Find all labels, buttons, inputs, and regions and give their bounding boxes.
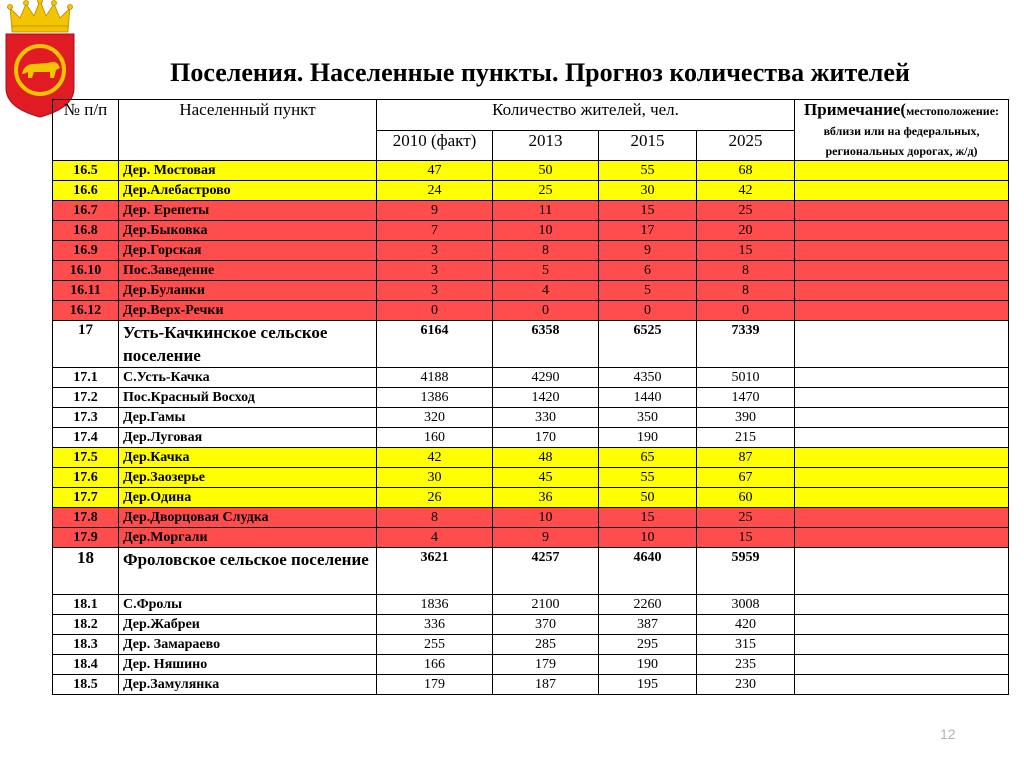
population-value: 25 xyxy=(493,181,599,201)
population-value: 387 xyxy=(599,615,697,635)
settlement-name: Фроловское сельское поселение xyxy=(119,548,377,595)
population-value: 30 xyxy=(377,468,493,488)
header-year: 2010 (факт) xyxy=(377,130,493,161)
row-number: 17.1 xyxy=(53,368,119,388)
population-value: 15 xyxy=(599,508,697,528)
table-row xyxy=(53,261,1009,281)
population-value: 65 xyxy=(599,448,697,468)
population-value: 230 xyxy=(697,675,795,695)
population-value: 87 xyxy=(697,448,795,468)
population-value: 10 xyxy=(599,528,697,548)
population-value: 48 xyxy=(493,448,599,468)
row-number: 17.5 xyxy=(53,448,119,468)
table-row xyxy=(53,181,1009,201)
population-value: 166 xyxy=(377,655,493,675)
note-cell xyxy=(795,161,1009,181)
population-value: 315 xyxy=(697,635,795,655)
table-row xyxy=(53,488,1009,508)
population-value: 55 xyxy=(599,161,697,181)
header-note-main: Примечание( xyxy=(804,100,907,119)
note-cell xyxy=(795,468,1009,488)
population-value: 50 xyxy=(599,488,697,508)
table-row xyxy=(53,548,1009,595)
settlement-name: С.Усть-Качка xyxy=(119,368,377,388)
population-value: 15 xyxy=(599,201,697,221)
table-row xyxy=(53,281,1009,301)
settlement-name: Дер.Заозерье xyxy=(119,468,377,488)
population-value: 336 xyxy=(377,615,493,635)
row-number: 16.5 xyxy=(53,161,119,181)
population-value: 0 xyxy=(697,301,795,321)
row-number: 17.6 xyxy=(53,468,119,488)
population-value: 195 xyxy=(599,675,697,695)
table-row xyxy=(53,241,1009,261)
population-value: 3 xyxy=(377,241,493,261)
note-cell xyxy=(795,655,1009,675)
population-value: 350 xyxy=(599,408,697,428)
table-row xyxy=(53,448,1009,468)
population-value: 9 xyxy=(493,528,599,548)
population-value: 1440 xyxy=(599,388,697,408)
row-number: 18.1 xyxy=(53,595,119,615)
population-value: 25 xyxy=(697,508,795,528)
note-cell xyxy=(795,301,1009,321)
table-row xyxy=(53,615,1009,635)
population-value: 5959 xyxy=(697,548,795,595)
population-value: 8 xyxy=(493,241,599,261)
table-row xyxy=(53,221,1009,241)
population-value: 390 xyxy=(697,408,795,428)
population-value: 10 xyxy=(493,508,599,528)
note-cell xyxy=(795,428,1009,448)
population-value: 295 xyxy=(599,635,697,655)
population-value: 2100 xyxy=(493,595,599,615)
population-value: 68 xyxy=(697,161,795,181)
population-value: 36 xyxy=(493,488,599,508)
table-row xyxy=(53,201,1009,221)
note-cell xyxy=(795,528,1009,548)
note-cell xyxy=(795,221,1009,241)
population-value: 45 xyxy=(493,468,599,488)
population-value: 1470 xyxy=(697,388,795,408)
settlement-name: Дер.Гамы xyxy=(119,408,377,428)
table-row xyxy=(53,595,1009,615)
population-value: 6 xyxy=(599,261,697,281)
population-value: 67 xyxy=(697,468,795,488)
header-note xyxy=(795,100,1009,161)
table-row xyxy=(53,675,1009,695)
note-cell xyxy=(795,241,1009,261)
population-value: 2260 xyxy=(599,595,697,615)
row-number: 17 xyxy=(53,321,119,368)
population-value: 0 xyxy=(493,301,599,321)
population-value: 4 xyxy=(377,528,493,548)
table-row xyxy=(53,408,1009,428)
row-number: 18.5 xyxy=(53,675,119,695)
header-year: 2015 xyxy=(599,130,697,161)
table-row xyxy=(53,161,1009,181)
settlement-name: Дер.Алебастрово xyxy=(119,181,377,201)
settlement-name: Дер.Буланки xyxy=(119,281,377,301)
settlement-name: Дер.Дворцовая Слудка xyxy=(119,508,377,528)
population-value: 1386 xyxy=(377,388,493,408)
population-value: 60 xyxy=(697,488,795,508)
page-number: 12 xyxy=(940,726,956,742)
header-num: № п/п xyxy=(53,100,119,161)
settlement-name: Дер.Верх-Речки xyxy=(119,301,377,321)
row-number: 16.11 xyxy=(53,281,119,301)
row-number: 17.4 xyxy=(53,428,119,448)
population-value: 8 xyxy=(377,508,493,528)
row-number: 18.2 xyxy=(53,615,119,635)
population-value: 4640 xyxy=(599,548,697,595)
population-value: 5010 xyxy=(697,368,795,388)
population-value: 3621 xyxy=(377,548,493,595)
table-row xyxy=(53,301,1009,321)
table-row xyxy=(53,508,1009,528)
note-cell xyxy=(795,675,1009,695)
population-value: 9 xyxy=(377,201,493,221)
population-value: 15 xyxy=(697,528,795,548)
header-settlement: Населенный пункт xyxy=(119,100,377,161)
population-value: 179 xyxy=(493,655,599,675)
table-row xyxy=(53,655,1009,675)
settlement-name: Дер.Качка xyxy=(119,448,377,468)
note-cell xyxy=(795,548,1009,595)
note-cell xyxy=(795,488,1009,508)
settlement-name: Дер. Мостовая xyxy=(119,161,377,181)
settlement-name: С.Фролы xyxy=(119,595,377,615)
row-number: 17.9 xyxy=(53,528,119,548)
note-cell xyxy=(795,508,1009,528)
row-number: 16.10 xyxy=(53,261,119,281)
population-value: 1420 xyxy=(493,388,599,408)
population-value: 47 xyxy=(377,161,493,181)
table-row xyxy=(53,468,1009,488)
population-value: 20 xyxy=(697,221,795,241)
population-value: 8 xyxy=(697,281,795,301)
table-row xyxy=(53,528,1009,548)
row-number: 17.7 xyxy=(53,488,119,508)
population-value: 9 xyxy=(599,241,697,261)
population-value: 6525 xyxy=(599,321,697,368)
table-row xyxy=(53,635,1009,655)
settlement-name: Пос.Заведение xyxy=(119,261,377,281)
population-value: 1836 xyxy=(377,595,493,615)
population-value: 7339 xyxy=(697,321,795,368)
population-value: 42 xyxy=(377,448,493,468)
population-value: 170 xyxy=(493,428,599,448)
note-cell xyxy=(795,408,1009,428)
population-value: 10 xyxy=(493,221,599,241)
row-number: 16.8 xyxy=(53,221,119,241)
population-value: 30 xyxy=(599,181,697,201)
header-note-sub: местоположение: вблизи или на федеральных, региональных дорогах, ж/д) xyxy=(823,104,1000,158)
note-cell xyxy=(795,261,1009,281)
population-value: 17 xyxy=(599,221,697,241)
population-value: 4257 xyxy=(493,548,599,595)
row-number: 16.12 xyxy=(53,301,119,321)
population-value: 4290 xyxy=(493,368,599,388)
table-row xyxy=(53,428,1009,448)
population-value: 11 xyxy=(493,201,599,221)
population-value: 235 xyxy=(697,655,795,675)
population-value: 50 xyxy=(493,161,599,181)
population-value: 26 xyxy=(377,488,493,508)
population-value: 15 xyxy=(697,241,795,261)
row-number: 17.8 xyxy=(53,508,119,528)
settlement-name: Дер.Одина xyxy=(119,488,377,508)
population-value: 5 xyxy=(599,281,697,301)
population-value: 6358 xyxy=(493,321,599,368)
note-cell xyxy=(795,635,1009,655)
slide-title: Поселения. Населенные пункты. Прогноз количества жителей xyxy=(170,58,910,87)
population-value: 24 xyxy=(377,181,493,201)
population-value: 285 xyxy=(493,635,599,655)
population-value: 370 xyxy=(493,615,599,635)
population-value: 5 xyxy=(493,261,599,281)
row-number: 18 xyxy=(53,548,119,595)
note-cell xyxy=(795,201,1009,221)
population-value: 4188 xyxy=(377,368,493,388)
population-value: 3008 xyxy=(697,595,795,615)
population-value: 187 xyxy=(493,675,599,695)
table-row xyxy=(53,321,1009,368)
population-value: 190 xyxy=(599,655,697,675)
note-cell xyxy=(795,615,1009,635)
settlement-name: Дер.Жабреи xyxy=(119,615,377,635)
population-value: 255 xyxy=(377,635,493,655)
population-value: 55 xyxy=(599,468,697,488)
settlement-name: Пос.Красный Восход xyxy=(119,388,377,408)
row-number: 17.3 xyxy=(53,408,119,428)
population-value: 0 xyxy=(599,301,697,321)
settlement-name: Дер.Быковка xyxy=(119,221,377,241)
settlement-name: Дер.Горская xyxy=(119,241,377,261)
population-value: 4350 xyxy=(599,368,697,388)
population-value: 215 xyxy=(697,428,795,448)
population-value: 8 xyxy=(697,261,795,281)
population-value: 3 xyxy=(377,261,493,281)
population-value: 4 xyxy=(493,281,599,301)
settlement-name: Усть-Качкинское сельское поселение xyxy=(119,321,377,368)
population-value: 3 xyxy=(377,281,493,301)
note-cell xyxy=(795,595,1009,615)
population-value: 190 xyxy=(599,428,697,448)
population-value: 320 xyxy=(377,408,493,428)
note-cell xyxy=(795,388,1009,408)
settlement-name: Дер.Замулянка xyxy=(119,675,377,695)
population-value: 179 xyxy=(377,675,493,695)
header-year: 2013 xyxy=(493,130,599,161)
row-number: 18.3 xyxy=(53,635,119,655)
population-value: 420 xyxy=(697,615,795,635)
note-cell xyxy=(795,281,1009,301)
row-number: 17.2 xyxy=(53,388,119,408)
population-value: 6164 xyxy=(377,321,493,368)
header-population: Количество жителей, чел. xyxy=(377,100,795,131)
population-value: 25 xyxy=(697,201,795,221)
row-number: 16.6 xyxy=(53,181,119,201)
row-number: 18.4 xyxy=(53,655,119,675)
note-cell xyxy=(795,448,1009,468)
settlement-name: Дер.Моргали xyxy=(119,528,377,548)
population-value: 42 xyxy=(697,181,795,201)
settlement-name: Дер.Луговая xyxy=(119,428,377,448)
note-cell xyxy=(795,181,1009,201)
population-value: 0 xyxy=(377,301,493,321)
settlement-name: Дер. Ерепеты xyxy=(119,201,377,221)
table-row xyxy=(53,368,1009,388)
population-value: 160 xyxy=(377,428,493,448)
note-cell xyxy=(795,321,1009,368)
row-number: 16.7 xyxy=(53,201,119,221)
population-value: 7 xyxy=(377,221,493,241)
population-table xyxy=(52,99,1009,695)
row-number: 16.9 xyxy=(53,241,119,261)
population-value: 330 xyxy=(493,408,599,428)
header-year: 2025 xyxy=(697,130,795,161)
note-cell xyxy=(795,368,1009,388)
settlement-name: Дер. Замараево xyxy=(119,635,377,655)
settlement-name: Дер. Няшино xyxy=(119,655,377,675)
table-row xyxy=(53,388,1009,408)
